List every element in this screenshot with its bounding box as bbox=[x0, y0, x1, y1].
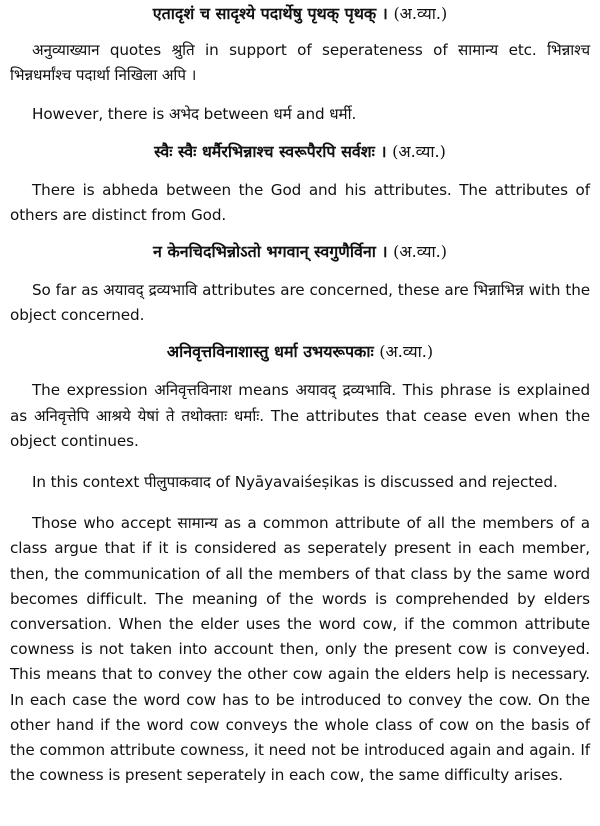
paragraph-2: However, there is अभेद between धर्म and धर्मी. bbox=[32, 105, 357, 124]
verse-1 bbox=[10, 2, 590, 26]
verse-1-text: एतादृशं च सादृश्ये पदार्थेषु पृथक् पृथक् । bbox=[152, 4, 388, 23]
verse-2-source: (अ.व्या.) bbox=[392, 141, 446, 161]
paragraph-6: In this context पीलुपाकवाद of Nyāyavaiśeṣikas is discussed and rejected. bbox=[32, 473, 558, 492]
verse-3-source: (अ.व्या.) bbox=[393, 242, 447, 262]
verse-4 bbox=[10, 340, 590, 364]
paragraph-3: There is abheda between the God and his attributes. The attributes of others are distinct from God. bbox=[10, 180, 590, 224]
verse-4-text: अनिवृत्तविनाशास्तु धर्मा उभयरूपकाः bbox=[166, 342, 374, 362]
verse-3 bbox=[10, 240, 590, 264]
verse-3-text: न केनचिदभिन्नोऽतो भगवान् स्वगुणैर्विना । bbox=[153, 242, 388, 262]
paragraph-5: The expression अनिवृत्तविनाश means अयावद् द्रव्यभावि. This phrase is explained as अनिवृत्तेपि आश्रये येषां ते तथोक्ताः धर्माः. The attributes that cease even when the object continues. bbox=[10, 381, 590, 450]
verse-1-source: (अ.व्या.) bbox=[393, 4, 448, 23]
verse-4-source: (अ.व्या.) bbox=[379, 342, 434, 362]
verse-2 bbox=[10, 140, 590, 164]
verse-2-text: स्वैः स्वैः धर्मैरभिन्नाश्च स्वरूपैरपि सर्वशः । bbox=[154, 141, 387, 161]
paragraph-4: So far as अयावद् द्रव्यभावि attributes are concerned, these are भिन्नाभिन्न with the object concerned. bbox=[10, 281, 590, 325]
paragraph-1: अनुव्याख्यान quotes श्रुति in support of seperateness of सामान्य etc. भिन्नाश्च भिन्नधर्मांश्च पदार्था निखिला अपि । bbox=[10, 41, 590, 85]
paragraph-7: Those who accept सामान्य as a common attribute of all the members of a class argue that if it is considered as seperately present in each member, then, the communication of all the members of that class by the same word becomes difficult. The meaning of the words is comprehended by elders conversation. When the elder uses the word cow, if the common attribute cowness is not taken into account then, only the present cow is conveyed. This means that to convey the other cow again the elders help is necessary. In each case the word cow has to be introduced to convey the cow. On the other hand if the word cow conveys the whole class of cow on the basis of the common attribute cowness, it need not be introduced again and again. If the cowness is present seperately in each cow, the same difficulty arises. bbox=[10, 514, 590, 785]
